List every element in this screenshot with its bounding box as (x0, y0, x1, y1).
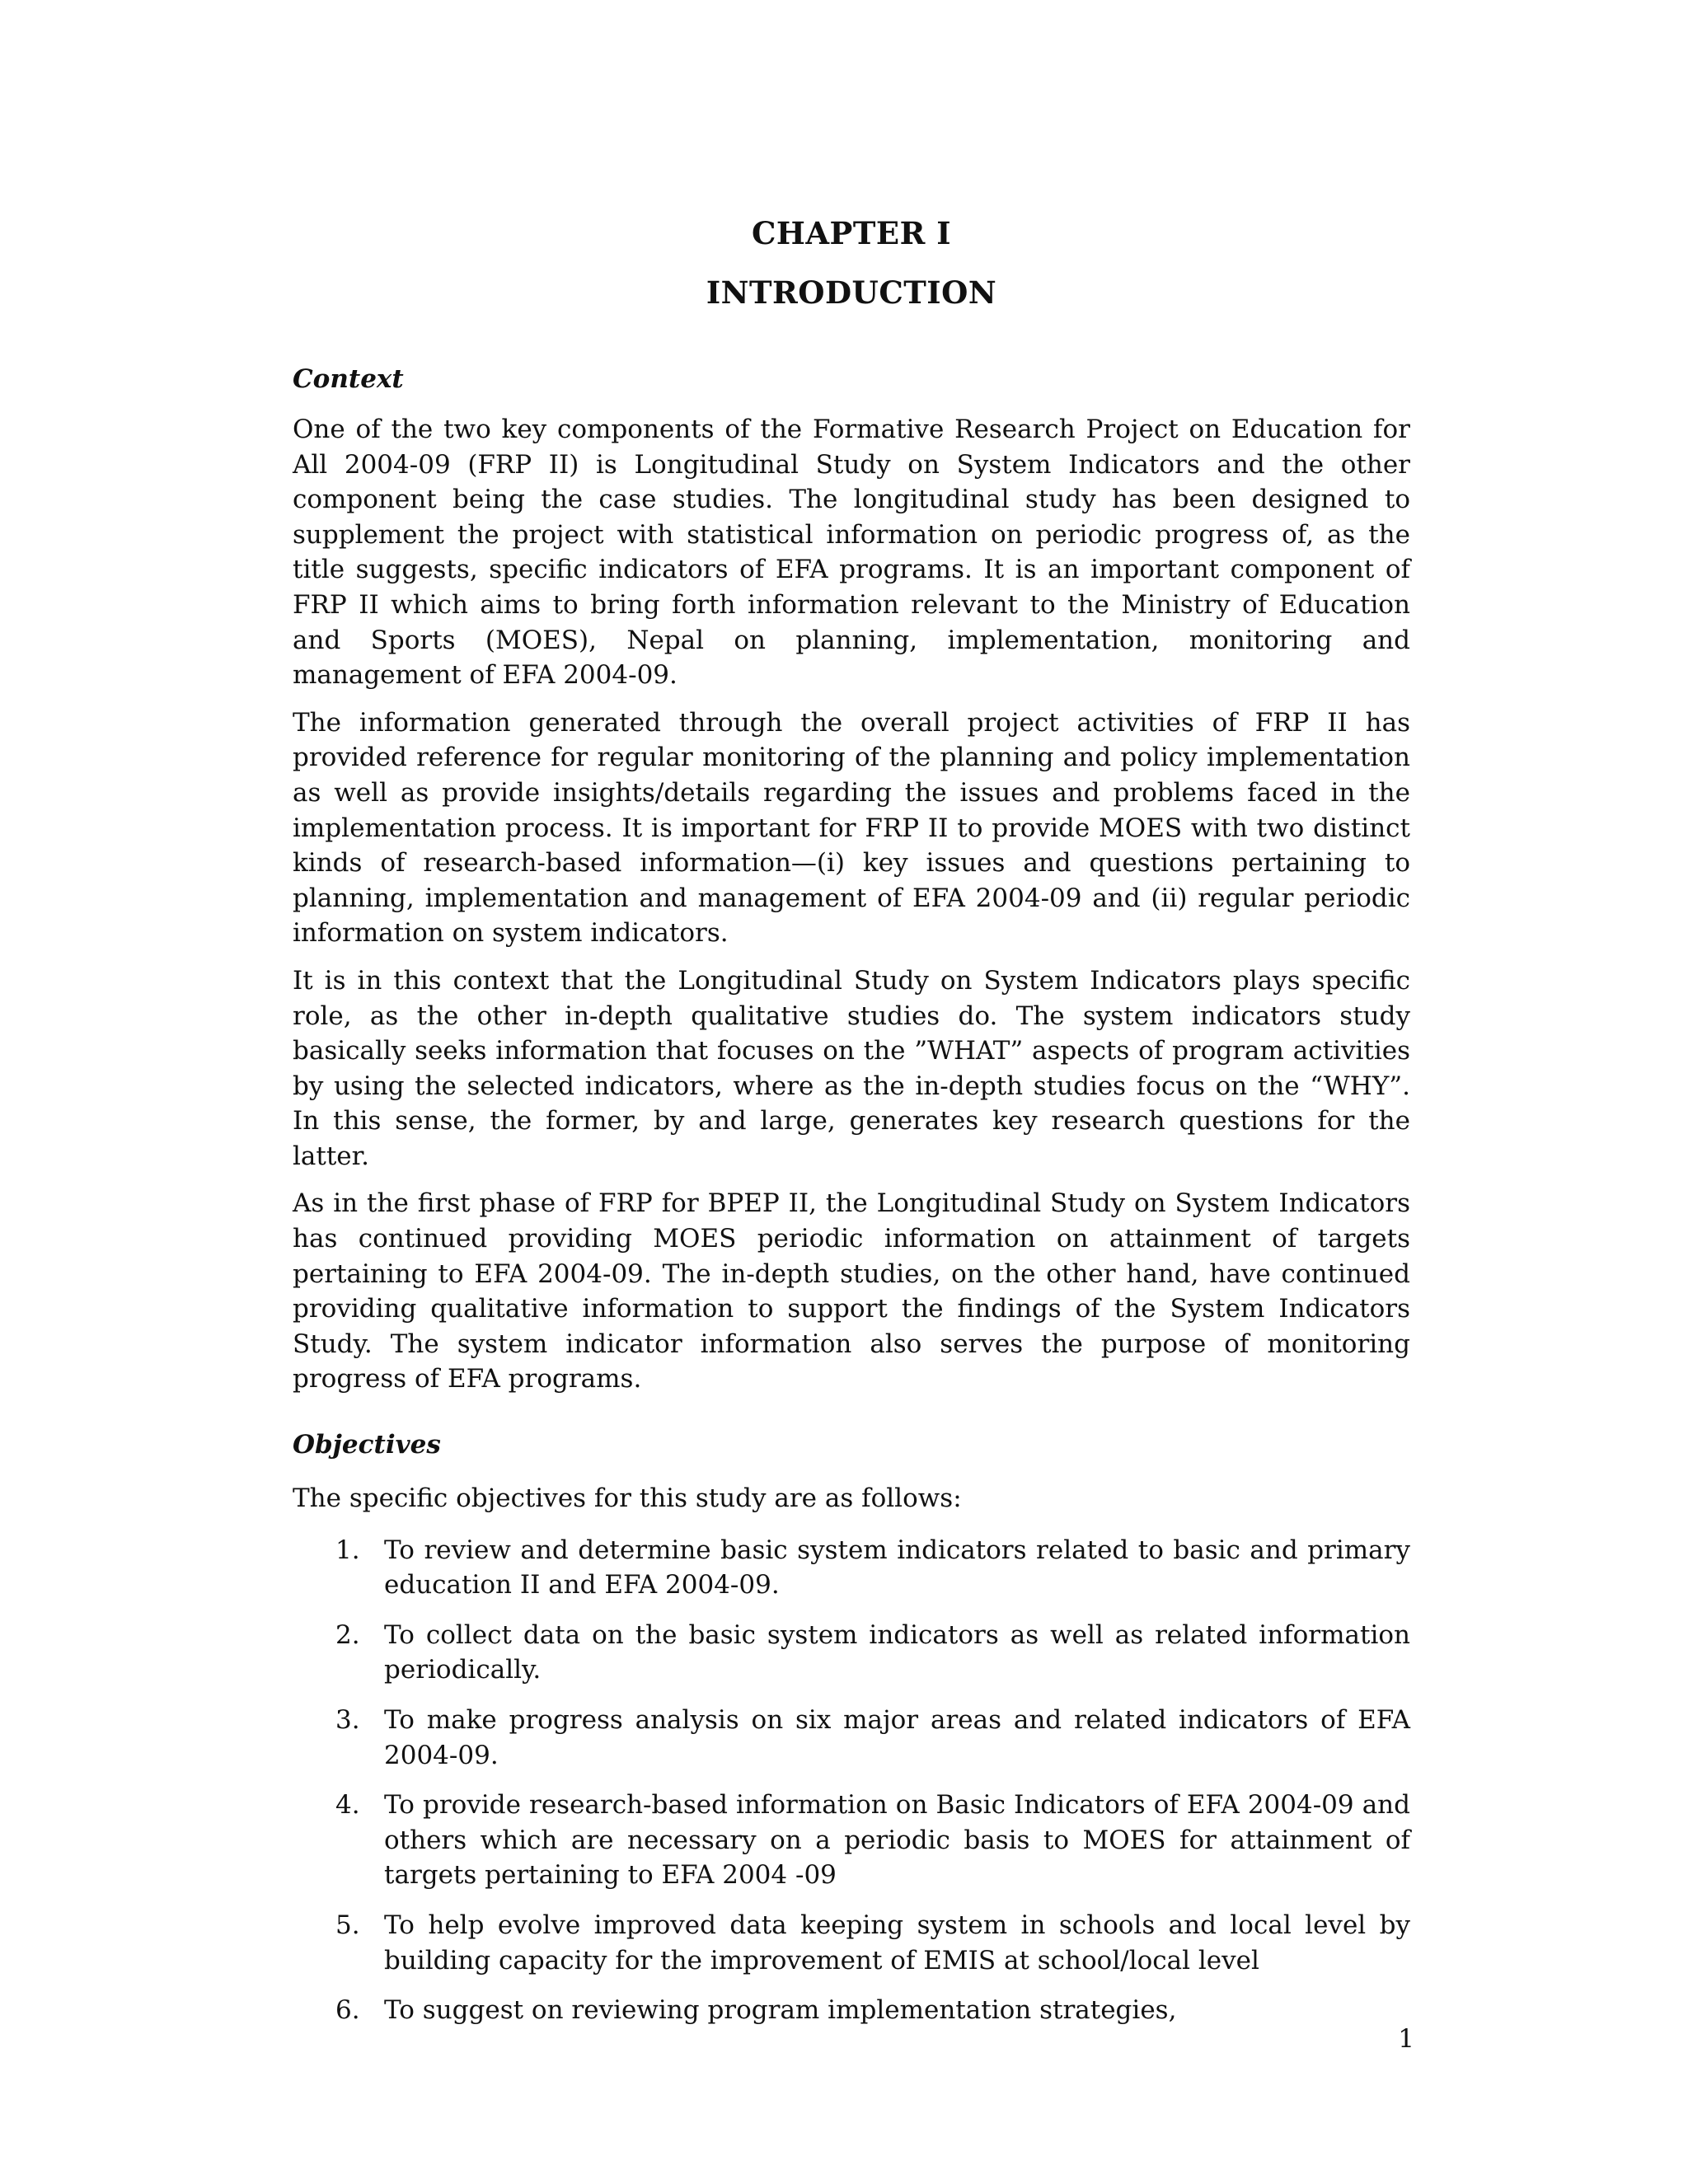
objective-number: 3. (335, 1705, 360, 1735)
objectives-list (293, 1533, 1410, 2028)
chapter-number: CHAPTER I (751, 215, 952, 251)
objective-number: 6. (335, 1995, 360, 2026)
objective-number: 1. (335, 1535, 360, 1565)
context-heading: Context (293, 364, 404, 394)
objective-item (293, 1908, 1410, 1978)
objective-text: To collect data on the basic system indicators as well as related information periodically. (384, 1619, 1410, 1685)
objective-text: To help evolve improved data keeping system in schools and local level by building capacity for the improvement of EMIS at school/local level (384, 1910, 1410, 1975)
objectives-heading: Objectives (293, 1430, 441, 1460)
objective-number: 2. (335, 1619, 360, 1650)
page-number: 1 (1398, 2024, 1414, 2054)
objective-item (293, 1993, 1410, 2028)
objectives-intro: The specific objectives for this study are as follows: (293, 1483, 962, 1514)
context-paragraph: It is in this context that the Longitudinal Study on System Indicators plays specific role, as the other in-depth qualitative studies do. The system indicators study basically seeks information that focuses on the ”WHAT” aspects of program activities by using the selected indicators, where as the in-depth studies focus on the “WHY”. In this sense, the former, by and large, generates key research questions for the latter. (293, 965, 1410, 1171)
objective-item (293, 1703, 1410, 1773)
objective-text: To make progress analysis on six major areas and related indicators of EFA 2004-09. (384, 1705, 1410, 1770)
objective-number: 4. (335, 1790, 360, 1821)
objective-item (293, 1533, 1410, 1603)
context-paragraph: The information generated through the overall project activities of FRP II has provided reference for regular monitoring of the planning and policy implementation as well as provide insights/details regarding the issues and problems faced in the implementation process. It is important for FRP II to provide MOES with two distinct kinds of research-based information—(i) key issues and questions pertaining to planning, implementation and management of EFA 2004-09 and (ii) regular periodic information on system indicators. (293, 707, 1410, 949)
chapter-title: INTRODUCTION (706, 274, 997, 311)
context-paragraph: One of the two key components of the Formative Research Project on Education for All 2004-09 (FRP II) is Longitudinal Study on System Indicators and the other component being the case studies. The longitudinal study has been designed to supplement the project with statistical information on periodic progress of, as the title suggests, specific indicators of EFA programs. It is an important component of FRP II which aims to bring forth information relevant to the Ministry of Education and Sports (MOES), Nepal on planning, implementation, monitoring and management of EFA 2004-09. (293, 415, 1410, 691)
objective-text: To review and determine basic system indicators related to basic and primary education II and EFA 2004-09. (384, 1535, 1410, 1601)
objective-text: To provide research-based information on Basic Indicators of EFA 2004-09 and others which are necessary on a periodic basis to MOES for attainment of targets pertaining to EFA 2004 -09 (384, 1790, 1410, 1891)
objective-item (293, 1618, 1410, 1688)
objective-text: To suggest on reviewing program implementation strategies, (384, 1995, 1177, 2026)
objective-number: 5. (335, 1910, 360, 1940)
page-content (293, 213, 1410, 2043)
objective-item (293, 1788, 1410, 1893)
context-paragraph: As in the first phase of FRP for BPEP II, the Longitudinal Study on System Indicators has continued providing MOES periodic information on attainment of targets pertaining to EFA 2004-09. The in-depth studies, on the other hand, have continued providing qualitative information to support the findings of the System Indicators Study. The system indicator information also serves the purpose of monitoring progress of EFA programs. (293, 1188, 1410, 1394)
